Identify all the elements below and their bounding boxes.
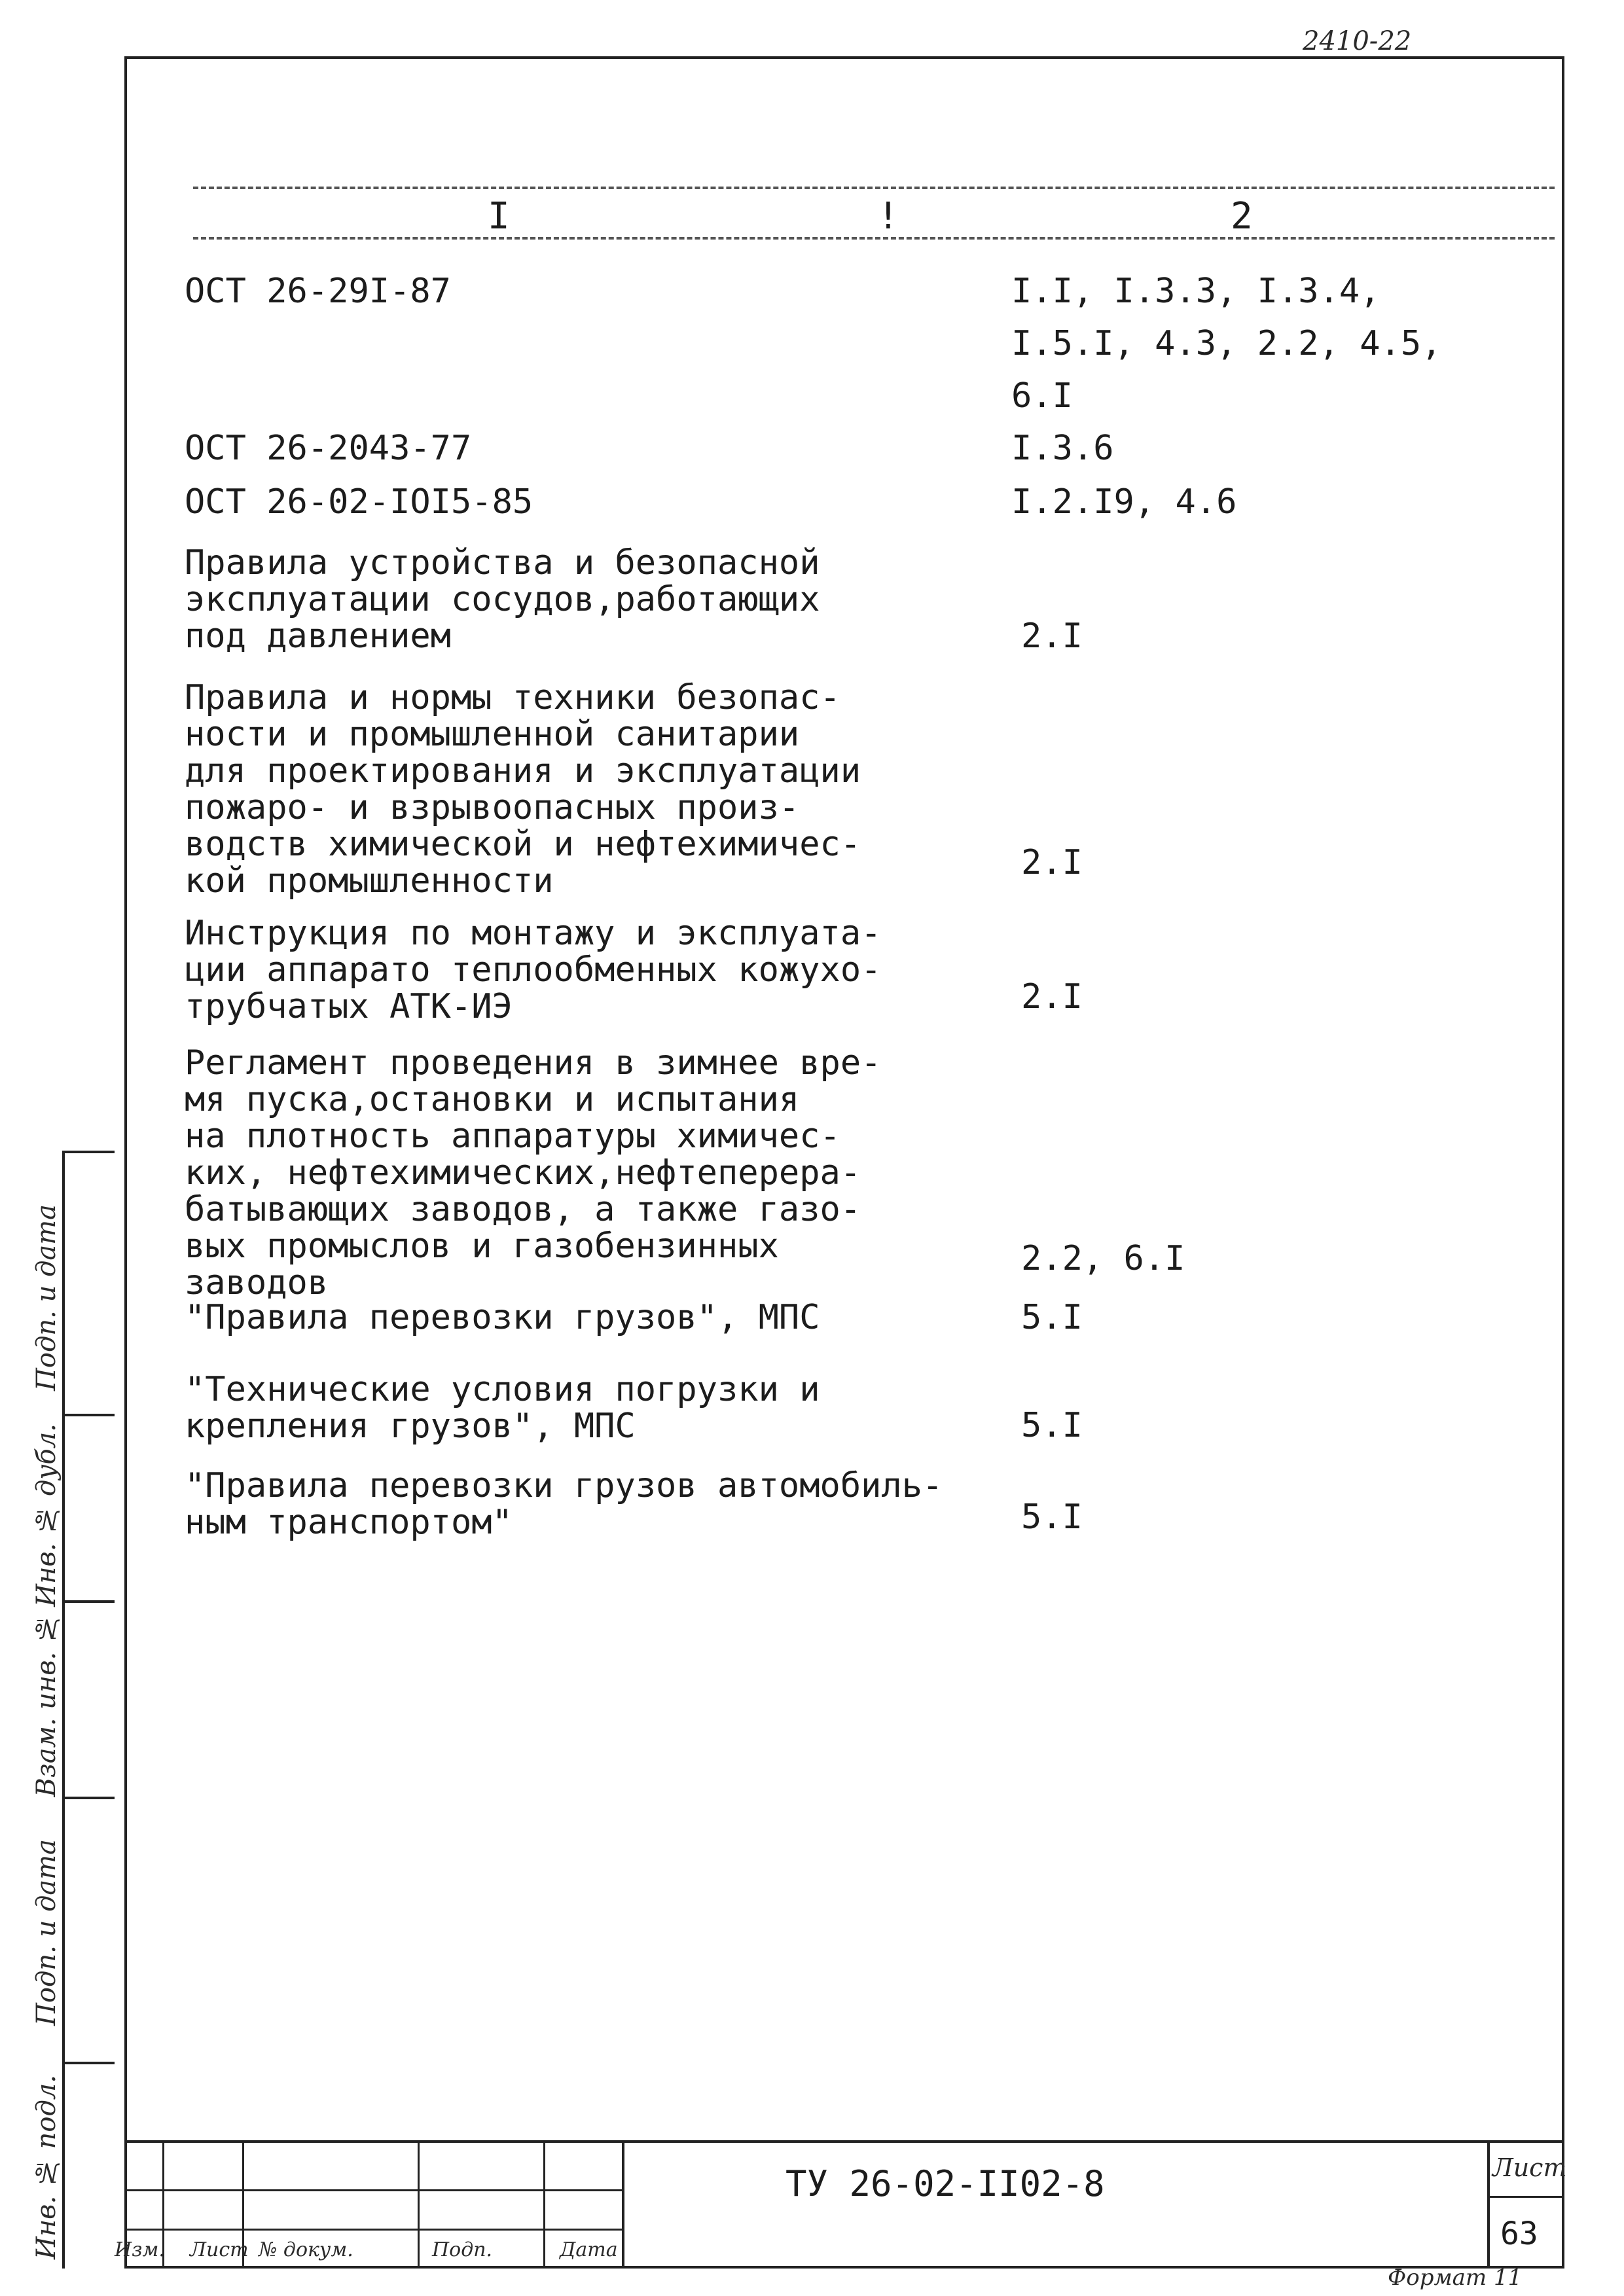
title-block-col-rule <box>543 2140 545 2269</box>
table-row-1-sections: I.I, I.3.3, I.3.4, I.5.I, 4.3, 2.2, 4.5, 6.I <box>1011 272 1442 416</box>
table-row-6-sections: 2.I <box>1021 977 1083 1016</box>
title-block-top-rule <box>124 2140 1564 2143</box>
title-block-mid-rule <box>124 2189 622 2191</box>
table-row-7-document: Регламент проведения в зимнее вре- мя пуска,остановки и испытания на плотность аппаратуры химичес- ких, нефтехимических,нефтеперера- батывающих заводов, а также газо- вых промыслов и газобензинных заводов <box>185 1043 882 1302</box>
column-2-header: 2 <box>1231 195 1253 238</box>
table-row-3-sections: I.2.I9, 4.6 <box>1011 482 1237 522</box>
table-row-4-document: Правила устройства и безопасной эксплуатации сосудов,работающих под давлением <box>185 543 820 656</box>
title-block-col-rule <box>418 2140 420 2269</box>
table-row-4-sections: 2.I <box>1021 617 1083 656</box>
table-row-10-document: "Правила перевозки грузов автомобиль- ным транспортом" <box>185 1466 943 1542</box>
table-row-2-document: ОСТ 26-2043-77 <box>185 429 472 468</box>
side-label-sign-date-2: Подп. и дата <box>31 1839 62 2026</box>
side-strip-divider <box>62 1414 115 1416</box>
side-strip-divider <box>62 1151 115 1153</box>
side-label-inv-orig: Инв. № подл. <box>31 2075 62 2260</box>
title-block-sheet-col-rule <box>1487 2140 1490 2269</box>
side-strip-divider <box>62 1797 115 1799</box>
side-strip-divider <box>62 1600 115 1603</box>
column-separator: ! <box>877 195 899 238</box>
sheet-number: 63 <box>1500 2215 1538 2252</box>
title-block-sheet-rule <box>1487 2196 1564 2198</box>
table-row-9-document: "Технические условия погрузки и крепления грузов", МПС <box>185 1370 820 1446</box>
title-col-label-date: Дата <box>560 2238 618 2261</box>
title-col-label-sheet: Лист <box>190 2238 249 2261</box>
table-row-5-sections: 2.I <box>1021 843 1083 882</box>
table-row-9-sections: 5.I <box>1021 1406 1083 1445</box>
table-row-7-sections: 2.2, 6.I <box>1021 1239 1185 1278</box>
table-row-2-sections: I.3.6 <box>1011 429 1114 468</box>
table-row-10-sections: 5.I <box>1021 1498 1083 1537</box>
side-label-replace-inv: Взам. инв. № <box>31 1613 62 1797</box>
title-block-col-rule <box>622 2140 624 2269</box>
header-top-rule <box>193 187 1555 189</box>
document-code: ТУ 26-02-II02-8 <box>785 2163 1105 2204</box>
title-block-low-rule <box>124 2229 622 2231</box>
side-label-sign-date-1: Подп. и дата <box>31 1204 62 1391</box>
table-row-5-document: Правила и нормы техники безопас- ности и промышленной санитарии для проектирования и эксплуатации пожаро- и взрывоопасных произ- водств химической и нефтехимичес- кой промышленности <box>185 678 861 901</box>
table-row-8-document: "Правила перевозки грузов", МПС <box>185 1298 820 1337</box>
table-row-8-sections: 5.I <box>1021 1298 1083 1337</box>
format-label: Формат 11 <box>1388 2265 1523 2291</box>
corner-mark: 2410-22 <box>1303 26 1412 56</box>
sheet-label: Лист <box>1492 2153 1567 2182</box>
table-row-3-document: ОСТ 26-02-IOI5-85 <box>185 482 533 522</box>
side-strip-left-border <box>62 1151 65 2269</box>
header-bottom-rule <box>193 237 1555 240</box>
title-col-label-change: Изм. <box>115 2238 165 2261</box>
table-row-1-document: ОСТ 26-29I-87 <box>185 272 451 311</box>
title-col-label-docnum: № докум. <box>259 2238 353 2261</box>
title-col-label-sign: Подп. <box>432 2238 493 2261</box>
column-1-header: I <box>488 195 510 238</box>
side-label-inv-dup: Инв. № дубл. <box>31 1424 62 1607</box>
side-strip-divider <box>62 2062 115 2064</box>
table-row-6-document: Инструкция по монтажу и эксплуата- ции аппарато теплообменных кожухо- трубчатых АТК-ИЭ <box>185 914 882 1026</box>
